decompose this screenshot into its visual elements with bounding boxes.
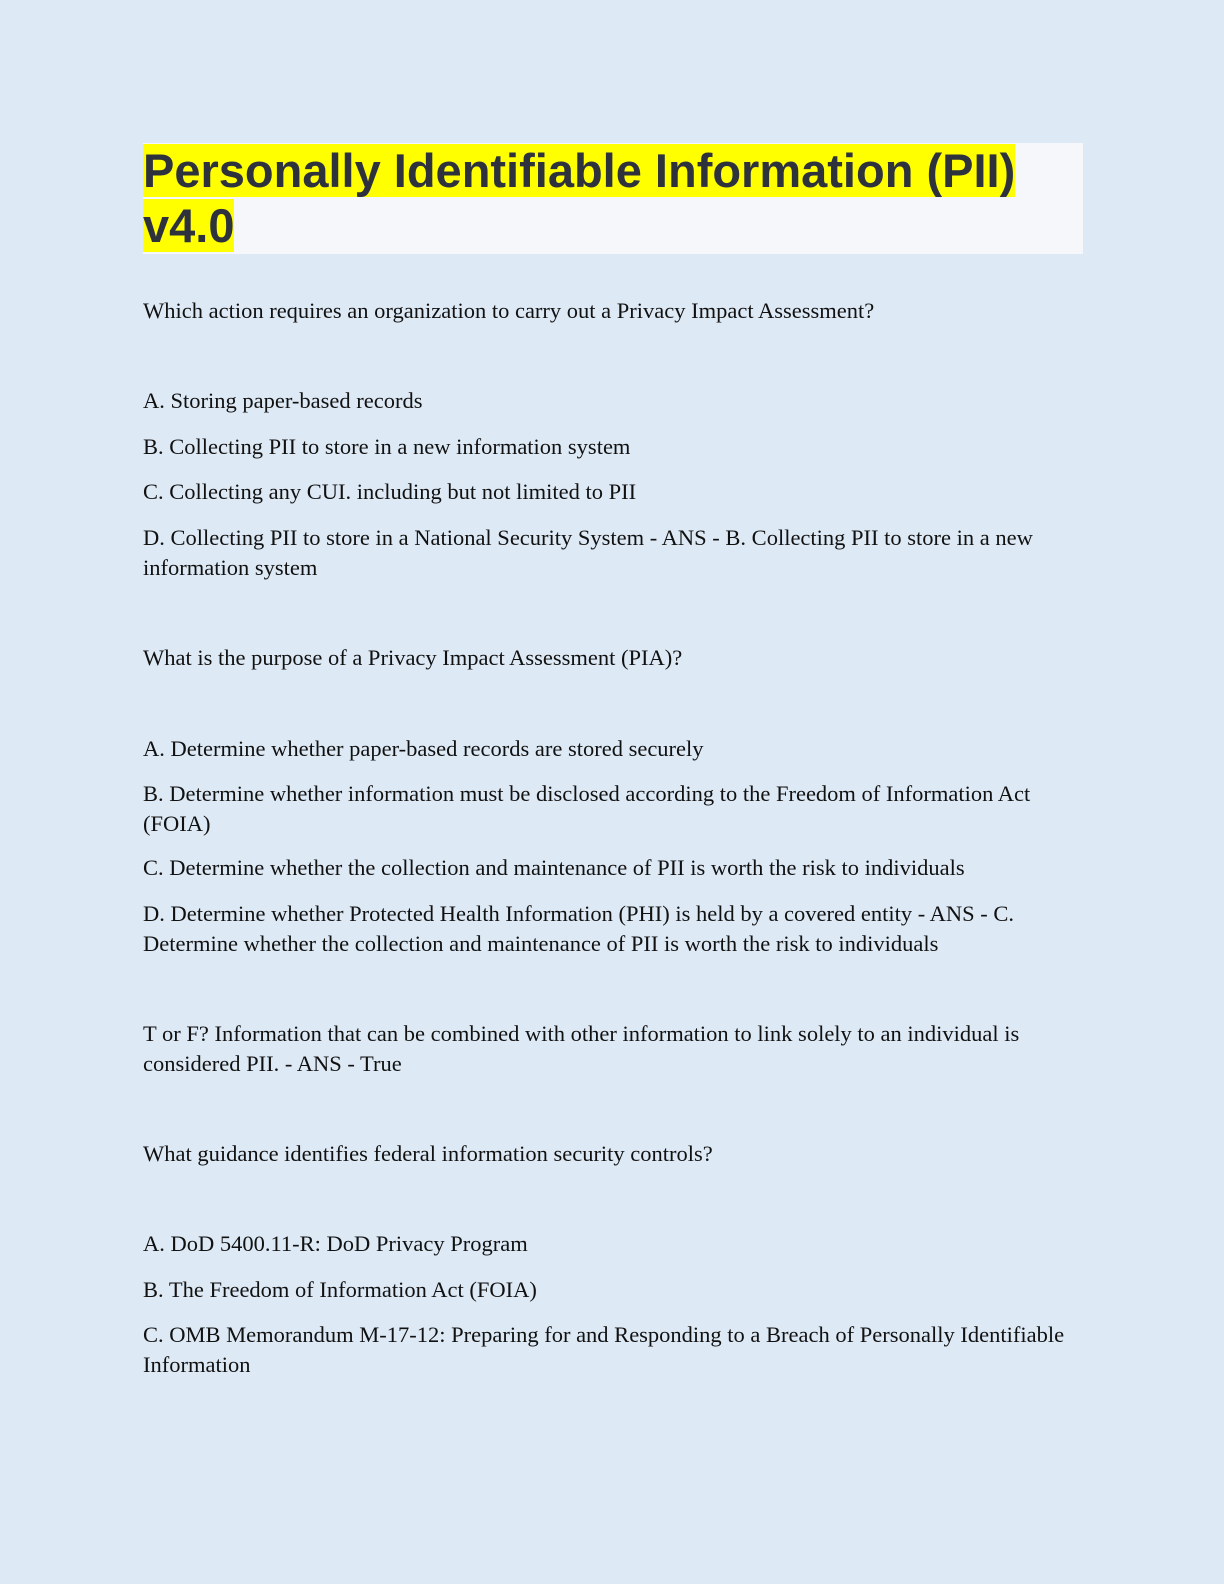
question-1: Which action requires an organization to carry out a Privacy Impact Assessment? [143, 298, 875, 323]
question-1-option-c: C. Collecting any CUI. including but not limited to PII [143, 479, 637, 504]
question-2-option-c: C. Determine whether the collection and maintenance of PII is worth the risk to individuals [143, 855, 965, 880]
question-1-option-b: B. Collecting PII to store in a new information system [143, 434, 631, 459]
question-1-option-a: A. Storing paper-based records [143, 388, 423, 413]
question-3-true-false: T or F? Information that can be combined with other information to link solely to an individual is considered PII. - ANS - True [143, 1021, 1020, 1076]
question-2-option-b: B. Determine whether information must be disclosed according to the Freedom of Information Act (FOIA) [143, 781, 1031, 836]
question-4-option-a: A. DoD 5400.11-R: DoD Privacy Program [143, 1231, 528, 1256]
title-highlight: Personally Identifiable Information (PII) v4.0 [143, 144, 1016, 252]
question-2-option-a: A. Determine whether paper-based records are stored securely [143, 736, 704, 761]
question-2-option-d-answer: D. Determine whether Protected Health Information (PHI) is held by a covered entity - ANS - C. Determine whether the collection and maintenance of PII is worth the risk to individuals [143, 901, 1015, 956]
question-1-option-d-answer: D. Collecting PII to store in a National Security System - ANS - B. Collecting PII to store in a new information system [143, 525, 1033, 580]
question-4-option-c: C. OMB Memorandum M-17-12: Preparing for and Responding to a Breach of Personally Identifiable Information [143, 1322, 1065, 1377]
question-4: What guidance identifies federal information security controls? [143, 1141, 713, 1166]
document-title [143, 143, 1083, 253]
question-2: What is the purpose of a Privacy Impact Assessment (PIA)? [143, 645, 683, 670]
question-4-option-b: B. The Freedom of Information Act (FOIA) [143, 1277, 537, 1302]
